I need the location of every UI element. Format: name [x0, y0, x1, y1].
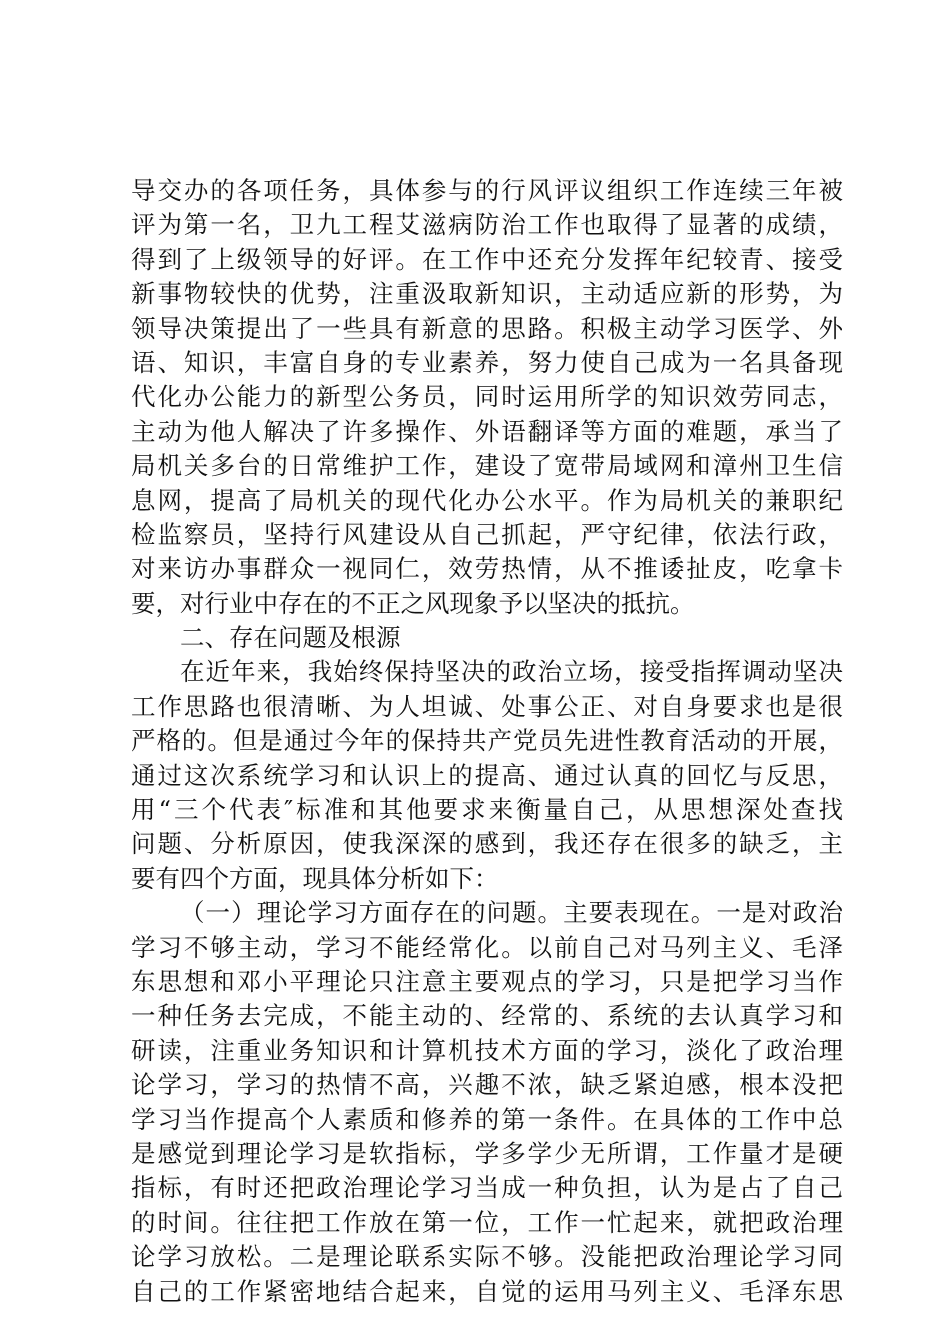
text-line: 评为第一名，卫九工程艾滋病防治工作也取得了显著的成绩， — [131, 210, 843, 240]
text-line: 息网，提高了局机关的现代化办公水平。作为局机关的兼职纪 — [131, 485, 843, 515]
text-line: 局机关多台的日常维护工作，建设了宽带局域网和漳州卫生信 — [131, 451, 843, 481]
text-line: 主动为他人解决了许多操作、外语翻译等方面的难题，承当了 — [131, 416, 843, 446]
text-line: 研读，注重业务知识和计算机技术方面的学习，淡化了政治理 — [131, 1035, 843, 1065]
text-line: 检监察员，坚持行风建设从自己抓起，严守纪律，依法行政， — [131, 519, 843, 549]
text-line: 东思想和邓小平理论只注意主要观点的学习，只是把学习当作 — [131, 966, 843, 996]
text-line: 问题、分析原因，使我深深的感到，我还存在很多的缺乏，主 — [131, 829, 843, 859]
text-line: 论学习放松。二是理论联系实际不够。没能把政治理论学习同 — [131, 1242, 843, 1272]
text-line: 工作思路也很清晰、为人坦诚、处事公正、对自身要求也是很 — [131, 691, 843, 721]
text-line: 自己的工作紧密地结合起来，自觉的运用马列主义、毛泽东思 — [131, 1276, 843, 1306]
text-line: 严格的。但是通过今年的保持共产党员先进性教育活动的开展， — [131, 726, 843, 756]
subsection-heading-line: （一）理论学习方面存在的问题。主要表现在。一是对政治 — [180, 898, 843, 928]
text-line: 语、知识，丰富自身的专业素养，努力使自己成为一名具备现 — [131, 347, 843, 377]
text-line: 指标，有时还把政治理论学习当成一种负担，认为是占了自己 — [131, 1173, 843, 1203]
body-text — [131, 174, 843, 1309]
text-line: 通过这次系统学习和认识上的提高、通过认真的回忆与反思， — [131, 760, 843, 790]
text-line: 的时间。往往把工作放在第一位，工作一忙起来，就把政治理 — [131, 1207, 843, 1237]
text-line: 对来访办事群众一视同仁，效劳热情，从不推诿扯皮，吃拿卡 — [131, 554, 843, 584]
text-line: 要有四个方面，现具体分析如下： — [131, 863, 499, 893]
text-line: 得到了上级领导的好评。在工作中还充分发挥年纪较青、接受 — [131, 244, 843, 274]
text-line: 论学习，学习的热情不高，兴趣不浓，缺乏紧迫感，根本没把 — [131, 1070, 843, 1100]
section-heading: 二、存在问题及根源 — [180, 623, 401, 653]
text-line: 要，对行业中存在的不正之风现象予以坚决的抵抗。 — [131, 588, 695, 618]
text-line: 用“三个代表″标准和其他要求来衡量自己，从思想深处查找 — [131, 795, 843, 825]
text-line: 领导决策提出了一些具有新意的思路。积极主动学习医学、外 — [131, 313, 843, 343]
text-line: 在近年来，我始终保持坚决的政治立场，接受指挥调动坚决 — [180, 657, 843, 687]
text-line: 学习当作提高个人素质和修养的第一条件。在具体的工作中总 — [131, 1104, 843, 1134]
text-line: 导交办的各项任务，具体参与的行风评议组织工作连续三年被 — [131, 176, 843, 205]
text-line: 是感觉到理论学习是软指标，学多学少无所谓，工作量才是硬 — [131, 1138, 843, 1168]
text-line: 新事物较快的优势，注重汲取新知识，主动适应新的形势，为 — [131, 279, 843, 309]
text-line: 学习不够主动，学习不能经常化。以前自己对马列主义、毛泽 — [131, 932, 843, 962]
text-line: 代化办公能力的新型公务员，同时运用所学的知识效劳同志， — [131, 382, 843, 412]
text-line: 一种任务去完成，不能主动的、经常的、系统的去认真学习和 — [131, 1001, 843, 1031]
